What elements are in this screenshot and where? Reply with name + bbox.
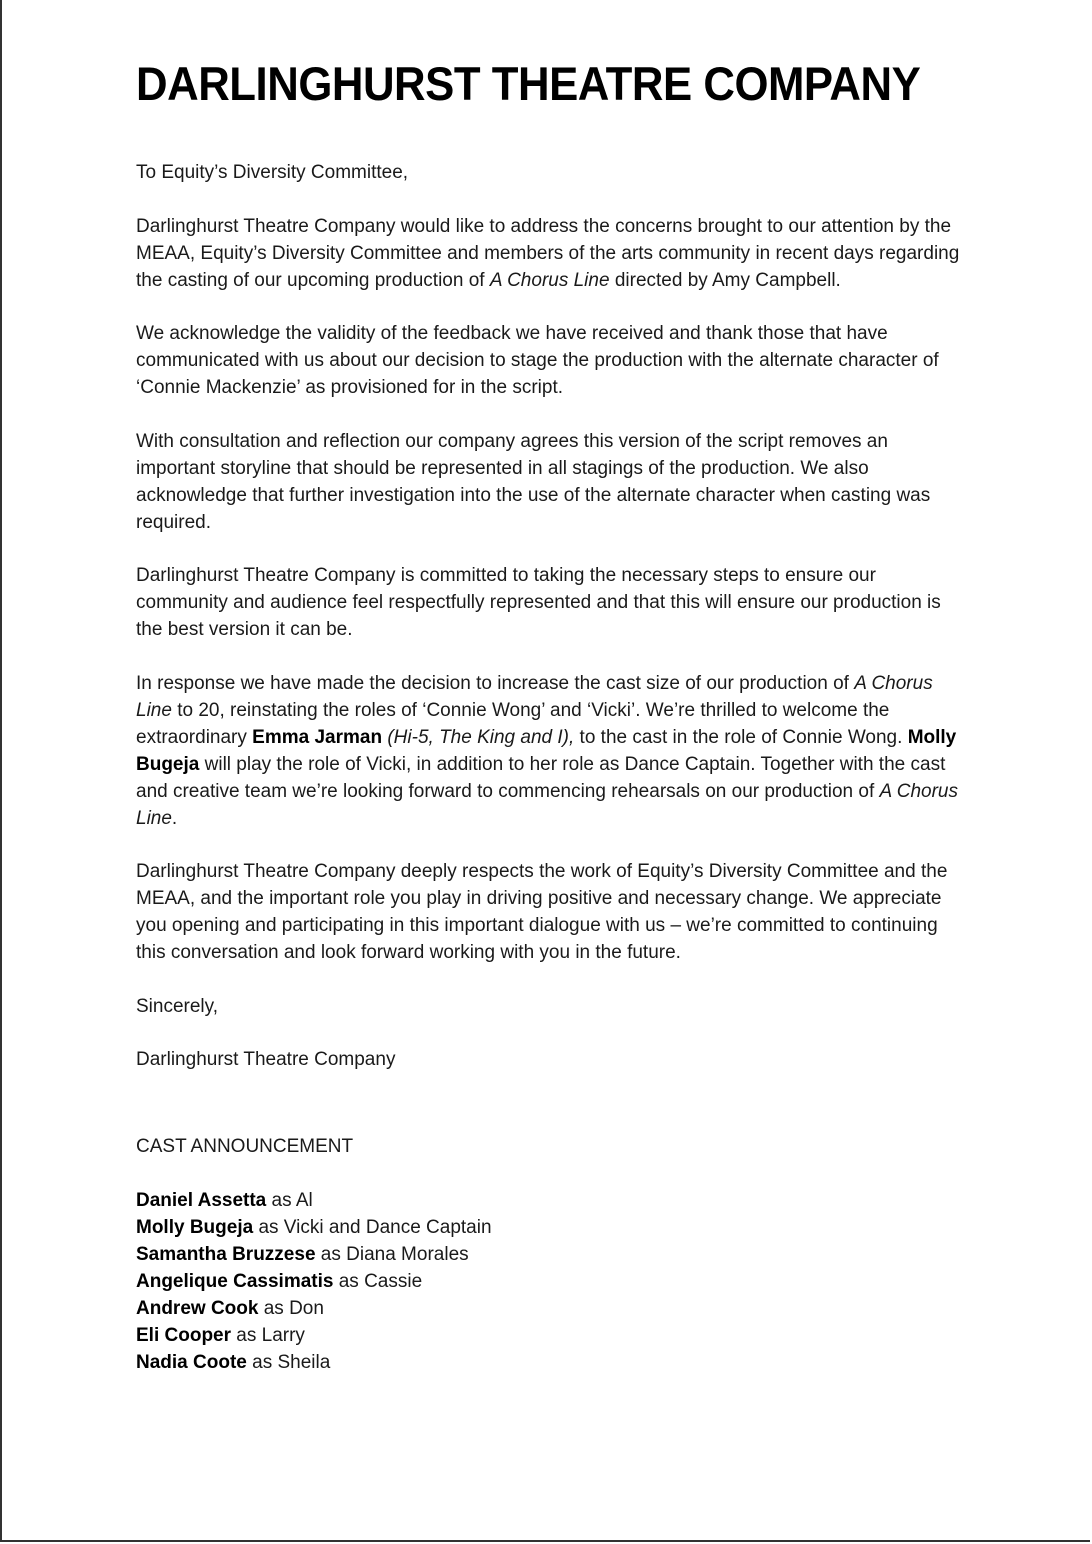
paragraph-6: Darlinghurst Theatre Company deeply respects the work of Equity’s Diversity Committee and the MEAA, and the important role you play in driving positive and necessary change. We appreciate you opening and participating in this important dialogue with us – we’re committed to continuing this conversation and look forward working with you in the future. [136, 861, 948, 963]
company-masthead: DARLINGHURST THEATRE COMPANY [136, 57, 921, 110]
cast-name-molly-bugeja: Molly Bugeja [136, 726, 957, 775]
cast-member-role: as Cassie [333, 1270, 423, 1292]
cast-member-role: as Sheila [246, 1351, 331, 1373]
cast-list-item [136, 1295, 966, 1322]
cast-list [136, 1187, 966, 1376]
show-title: A Chorus Line [489, 269, 610, 291]
paragraph-4: Darlinghurst Theatre Company is committed to taking the necessary steps to ensure our community and audience feel respectfully represented and that this will ensure our production is the best version it can be. [136, 565, 941, 640]
paragraph-2: We acknowledge the validity of the feedback we have received and thank those that have communicated with us about our decision to stage the production with the alternate character of ‘Connie Mackenzie’ as provisioned for in the script. [136, 323, 939, 398]
paragraph-1: Darlinghurst Theatre Company would like to address the concerns brought to our attention by the MEAA, Equity’s Diversity Committee and members of the arts community in recent days regarding the casting of our upcoming production of A Chorus Line directed by Amy Campbell. [136, 215, 960, 291]
credits: (Hi-5, The King and I), [382, 726, 575, 748]
cast-member-role: as Vicki and Dance Captain [253, 1216, 492, 1238]
cast-member-role: as Al [266, 1189, 313, 1211]
signature: Darlinghurst Theatre Company [136, 1049, 396, 1070]
cast-name-emma-jarman: Emma Jarman [252, 726, 383, 748]
cast-list-item [136, 1241, 966, 1268]
cast-list-item [136, 1322, 966, 1349]
salutation: To Equity’s Diversity Committee, [136, 162, 409, 183]
cast-member-name: Eli Cooper [136, 1324, 232, 1346]
cast-announcement-heading: CAST ANNOUNCEMENT [136, 1136, 354, 1157]
show-title: A Chorus Line [136, 780, 958, 829]
show-title: A Chorus Line [136, 672, 933, 721]
cast-member-name: Molly Bugeja [136, 1216, 254, 1238]
cast-member-name: Andrew Cook [136, 1297, 259, 1319]
cast-list-item [136, 1187, 966, 1214]
cast-list-item [136, 1214, 966, 1241]
letter-body [136, 159, 966, 1376]
cast-member-name: Angelique Cassimatis [136, 1270, 334, 1292]
cast-member-role: as Larry [231, 1324, 305, 1346]
paragraph-3: With consultation and reflection our company agrees this version of the script removes an important storyline that should be represented in all stagings of the production. We also acknowledge that further investigation into the use of the alternate character when casting was required. [136, 430, 931, 533]
paragraph-5: In response we have made the decision to increase the cast size of our production of A Chorus Line to 20, reinstating the roles of ‘Connie Wong’ and ‘Vicki’. We’re thrilled to welcome the extraordinary Emma Jarman (Hi-5, The King and I), to the cast in the role of Connie Wong. Molly Bugeja will play the role of Vicki, in addition to her role as Dance Captain. Together with the cast and creative team we’re looking forward to commencing rehearsals on our production of A Chorus Line. [136, 672, 958, 829]
cast-list-item [136, 1349, 966, 1376]
cast-list-item [136, 1268, 966, 1295]
closing: Sincerely, [136, 995, 219, 1017]
cast-member-name: Samantha Bruzzese [136, 1243, 316, 1265]
cast-member-name: Daniel Assetta [136, 1189, 267, 1211]
cast-member-name: Nadia Coote [136, 1351, 247, 1373]
cast-member-role: as Don [258, 1297, 324, 1319]
cast-member-role: as Diana Morales [315, 1243, 469, 1265]
